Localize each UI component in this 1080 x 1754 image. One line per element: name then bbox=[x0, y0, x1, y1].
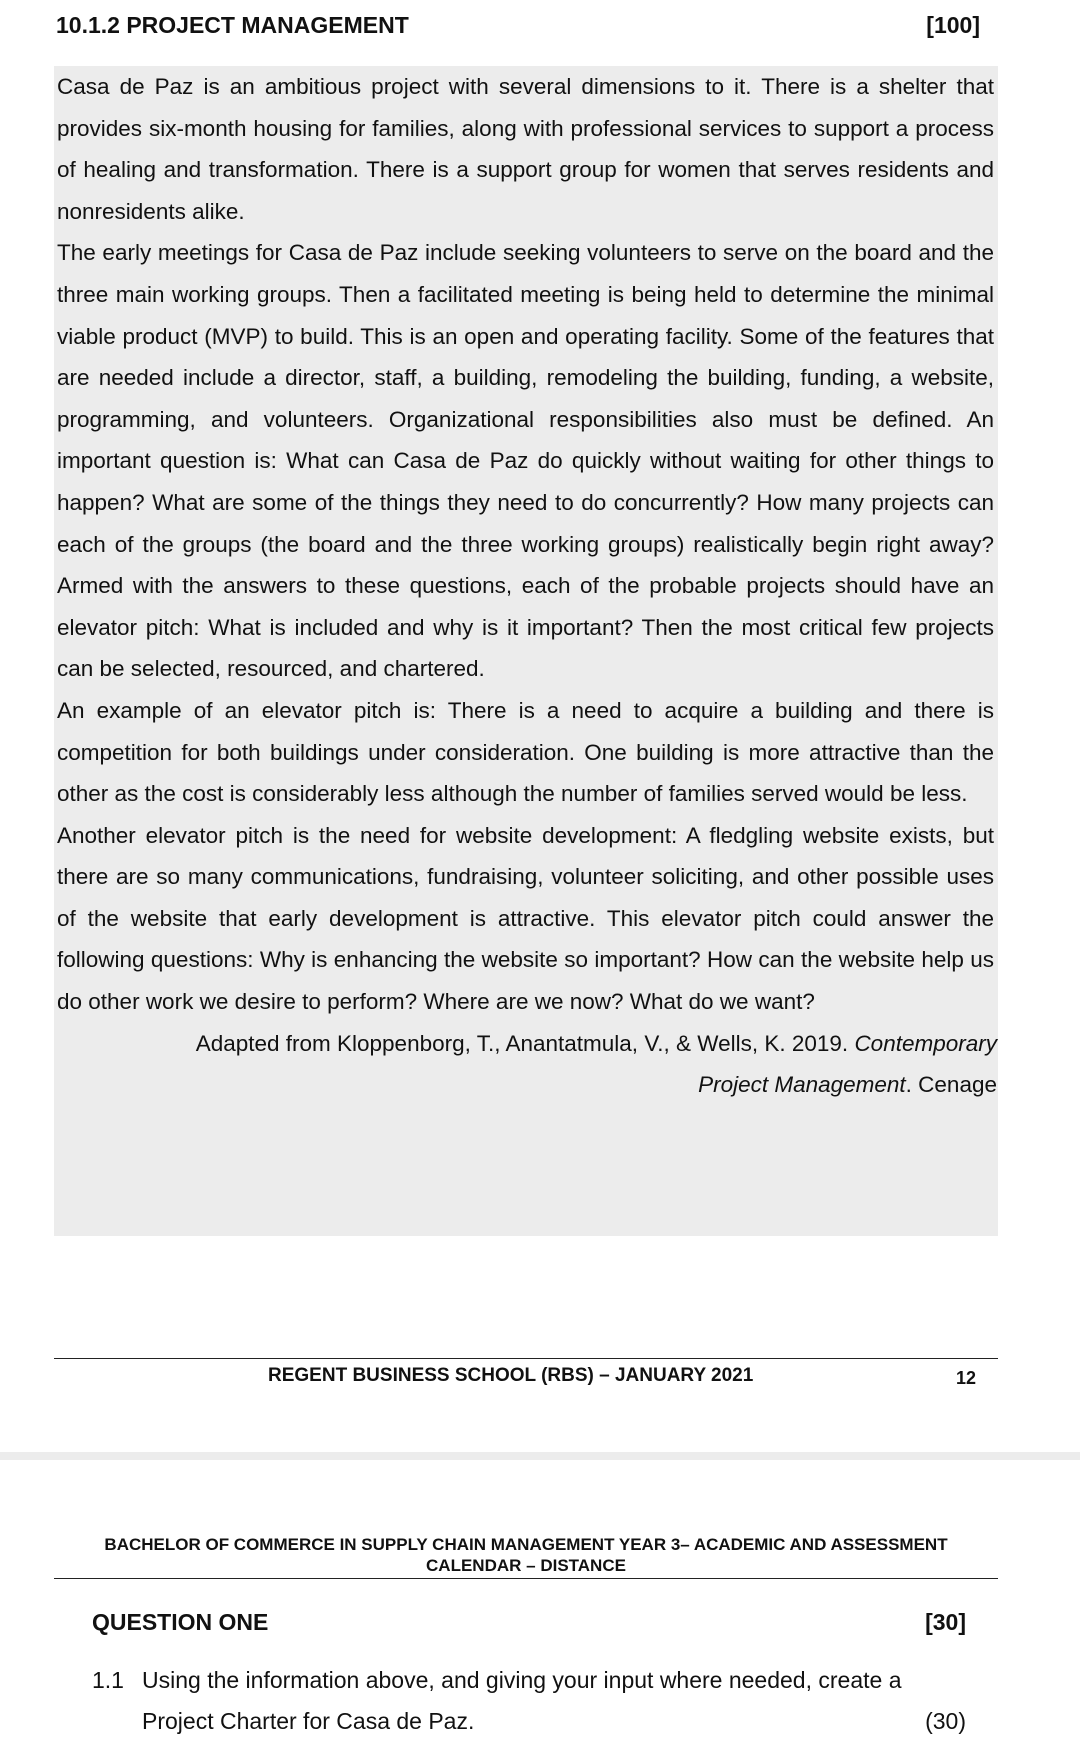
question-header bbox=[92, 1604, 966, 1640]
question-marks: [30] bbox=[925, 1608, 966, 1635]
citation-title-part2: Project Management bbox=[698, 1072, 906, 1098]
section-marks: [100] bbox=[926, 11, 980, 38]
page-separator bbox=[0, 1452, 1080, 1460]
header-divider bbox=[54, 1578, 998, 1579]
citation-prefix: Adapted from Kloppenborg, T., Anantatmula, V., & Wells, K. 2019. bbox=[195, 1030, 855, 1056]
section-header bbox=[56, 8, 980, 42]
citation-suffix: . Cenage bbox=[905, 1072, 997, 1098]
citation bbox=[57, 1023, 997, 1106]
case-paragraph-4: Another elevator pitch is the need for website development: A fledgling website exists, but there are so many communications, fundraising, volunteer soliciting, and other possible uses of the website that early development is attractive. This elevator pitch could answer the following questions: Why is enhancing the website so important? How can the website help us do other work we desire to perform? Where are we now? What do we want? bbox=[57, 822, 994, 1015]
question-item-number: 1.1 bbox=[92, 1667, 124, 1693]
next-page-header-line2: CALENDAR – DISTANCE bbox=[426, 1556, 626, 1575]
question-item-text: Using the information above, and giving your input where needed, create a Project Charter for Casa de Paz. bbox=[142, 1667, 902, 1734]
case-paragraph-2: The early meetings for Casa de Paz include seeking volunteers to serve on the board and the three main working groups. Then a facilitated meeting is being held to determine the minimal viable product (MVP) to build. This is an open and operating facility. Some of the features that are needed include a director, staff, a building, remodeling the building, funding, a website, programming, and volunteers. Organizational responsibilities also must be defined. An important question is: What can Casa de Paz do quickly without waiting for other things to happen? What are some of the things they need to do concurrently? How many projects can each of the groups (the board and the three working groups) realistically begin right away? Armed with the answers to these questions, each of the probable projects should have an elevator pitch: What is included and why is it important? Then the most critical few projects can be selected, resourced, and chartered. bbox=[57, 240, 994, 682]
footer-school: REGENT BUSINESS SCHOOL (RBS) – JANUARY 2021 bbox=[268, 1365, 754, 1386]
case-paragraph-3: An example of an elevator pitch is: There is a need to acquire a building and there is competition for both buildings under consideration. One building is more attractive than the other as the cost is considerably less although the number of families served would be less. bbox=[57, 697, 994, 807]
question-item-marks: (30) bbox=[925, 1708, 966, 1734]
citation-title-part1: Contemporary bbox=[854, 1030, 997, 1056]
page-number: 12 bbox=[955, 1368, 976, 1388]
next-page-header bbox=[54, 1534, 998, 1576]
case-paragraph-1: Casa de Paz is an ambitious project with several dimensions to it. There is a shelter that provides six-month housing for families, along with professional services to support a process of healing and transformation. There is a support group for women that serves residents and nonresidents alike. bbox=[57, 74, 994, 224]
page-footer bbox=[54, 1363, 998, 1391]
question-title: QUESTION ONE bbox=[92, 1608, 269, 1635]
footer-divider bbox=[54, 1358, 998, 1359]
section-title: 10.1.2 PROJECT MANAGEMENT bbox=[56, 11, 409, 38]
case-study-box bbox=[54, 66, 998, 1236]
next-page-header-line1: BACHELOR OF COMMERCE IN SUPPLY CHAIN MANAGEMENT YEAR 3– ACADEMIC AND ASSESSMENT bbox=[104, 1535, 948, 1554]
